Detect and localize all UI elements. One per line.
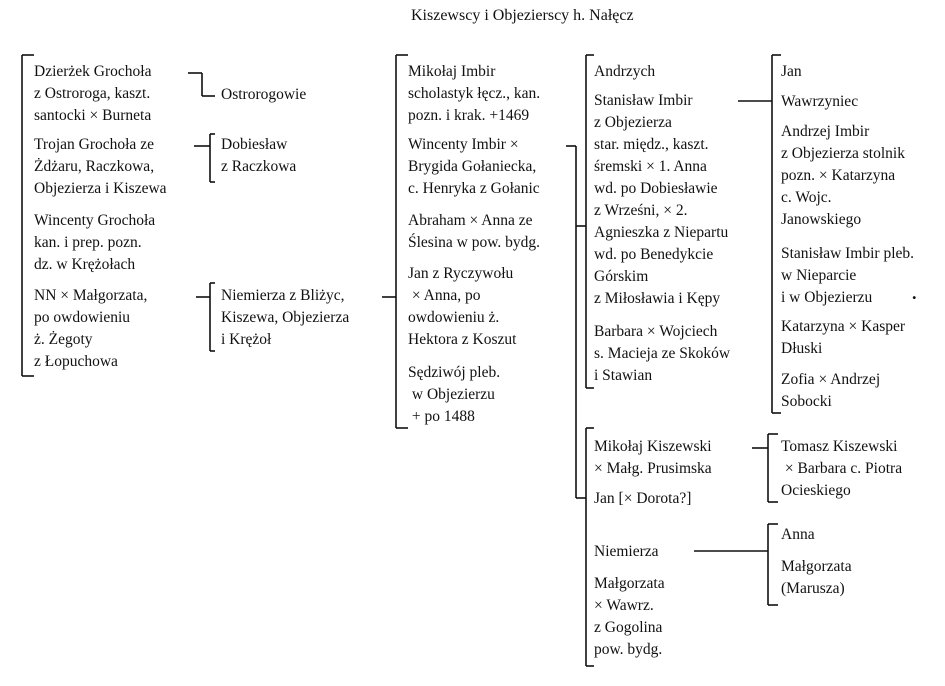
text-line: Jan (781, 63, 802, 80)
text-line: Dobiesław (221, 136, 288, 153)
person-wincenty-grochola (34, 210, 155, 276)
text-line: owdowieniu ż. (408, 309, 500, 326)
text-line: pow. bydg. (594, 641, 663, 658)
person-malgorzata-gogolin (594, 573, 665, 661)
person-stanislaw-imbir (594, 90, 728, 310)
person-tomasz-kiszewski (781, 436, 902, 502)
text-line: Abraham × Anna ze (408, 212, 533, 229)
person-andrzej-imbir (781, 121, 905, 231)
text-line: santocki × Burneta (34, 107, 152, 124)
text-line: × Anna, po (408, 287, 481, 304)
text-line: s. Macieja ze Skoków (594, 345, 731, 362)
text-line: Anna (781, 526, 815, 543)
text-line: z Miłosławia i Kępy (594, 290, 721, 307)
text-line: NN × Małgorzata, (34, 287, 148, 304)
text-line: w Objezierzu (408, 386, 495, 403)
text-line: Andrzej Imbir (781, 123, 870, 140)
text-line: Agnieszka z Niepartu (594, 224, 729, 241)
text-line: z Gogolina (594, 619, 663, 636)
text-line: × Wawrz. (594, 597, 654, 614)
text-line: i Stawian (594, 367, 653, 384)
text-line: pozn. i krak. +1469 (408, 107, 530, 124)
family-ostrorogowie (221, 84, 306, 106)
text-line: Tomasz Kiszewski (781, 438, 898, 455)
chart-title: Kiszewscy i Objezierscy h. Nałęcz (411, 7, 634, 24)
text-line: śremski × 1. Anna (594, 158, 707, 175)
person-trojan (34, 134, 167, 200)
text-line: z Objezierza stolnik (781, 145, 905, 162)
text-line: Kiszewa, Objezierza (221, 309, 350, 326)
text-line: Stanisław Imbir pleb. (781, 245, 915, 262)
person-jan-z-ryczywolu (408, 263, 516, 351)
text-line: Sędziwój pleb. (408, 364, 501, 381)
text-line: Niemierza (594, 543, 659, 560)
text-line: Wawrzyniec (781, 93, 859, 110)
text-line: i Krężoł (221, 331, 272, 348)
person-mikolaj-kiszewski (594, 436, 712, 480)
person-andrzych (594, 61, 655, 83)
text-line: z Ostroroga, kaszt. (34, 85, 151, 102)
text-line: z Łopuchowa (34, 353, 118, 370)
person-anna (781, 524, 815, 546)
person-mikolaj-imbir (408, 61, 540, 127)
text-line: dz. w Krężołach (34, 256, 136, 273)
text-line: Sobocki (781, 393, 832, 410)
text-line: Żdżaru, Raczkowa, (34, 158, 155, 175)
text-line: z Wrześni, × 2. (594, 202, 688, 219)
text-line: + po 1488 (408, 408, 475, 425)
text-line: Niemierza z Bliżyc, (221, 287, 345, 304)
text-line: Mikołaj Kiszewski (594, 438, 712, 455)
text-line: Ocieskiego (781, 482, 851, 499)
person-dobieslaw (221, 134, 296, 178)
person-barbara (594, 321, 730, 387)
text-line: Jan [× Dorota?] (594, 490, 692, 507)
text-line: Wincenty Imbir × (408, 136, 519, 153)
person-nn (34, 285, 147, 373)
text-line: Objezierza i Kiszewa (34, 180, 167, 197)
text-line: Wincenty Grochoła (34, 212, 156, 229)
text-line: c. Henryka z Gołanic (408, 180, 540, 197)
text-line: z Objezierza (594, 114, 672, 131)
text-line: Ostrorogowie (221, 86, 307, 103)
text-line: Jan z Ryczywołu (408, 265, 514, 282)
text-line: × Małg. Prusimska (594, 460, 712, 477)
person-jan (781, 61, 802, 83)
text-line: wd. po Benedykcie (594, 246, 714, 263)
text-line: Stanisław Imbir (594, 92, 693, 109)
person-niemierza (221, 285, 349, 351)
text-line: Janowskiego (781, 211, 862, 228)
text-line: wd. po Dobiesławie (594, 180, 718, 197)
person-katarzyna (781, 316, 905, 360)
person-jan-kiszewski (594, 488, 691, 510)
text-line: Hektora z Koszut (408, 331, 517, 348)
text-line: ż. Żegoty (34, 331, 93, 348)
text-line: Górskim (594, 268, 649, 285)
text-line: Andrzych (594, 63, 656, 80)
text-line: kan. i prep. pozn. (34, 234, 142, 251)
person-zofia (781, 369, 880, 413)
text-line: (Marusza) (781, 580, 845, 597)
text-line: i w Objezierzu (781, 289, 873, 306)
person-sedziwoj (408, 362, 500, 428)
text-line: Trojan Grochoła ze (34, 136, 154, 153)
person-wawrzyniec (781, 91, 858, 113)
person-malgorzata-marusza (781, 556, 852, 600)
text-line: w Nieparcie (781, 267, 857, 284)
text-line: Zofia × Andrzej (781, 371, 881, 388)
text-line: star. międz., kaszt. (594, 136, 709, 153)
text-line: pozn. × Katarzyna (781, 167, 896, 184)
text-line: Mikołaj Imbir (408, 63, 496, 80)
text-line: Ślesina w pow. bydg. (408, 234, 541, 251)
text-line: Małgorzata (594, 575, 665, 592)
text-line: scholastyk łęcz., kan. (408, 85, 541, 102)
person-niemierza-junior (594, 541, 659, 563)
person-abraham (408, 210, 540, 254)
text-line: c. Wojc. (781, 189, 832, 206)
text-line: Dłuski (781, 340, 823, 357)
stray-mark: . (912, 283, 917, 303)
person-stanislaw-pleban (781, 243, 914, 309)
person-dzierzek (34, 61, 151, 127)
text-line: Barbara × Wojciech (594, 323, 718, 340)
text-line: Brygida Gołaniecka, (408, 158, 537, 175)
text-line: Dzierżek Grochoła (34, 63, 152, 80)
text-line: Katarzyna × Kasper (781, 318, 906, 335)
text-line: × Barbara c. Piotra (781, 460, 903, 477)
person-wincenty-imbir (408, 134, 540, 200)
text-line: z Raczkowa (221, 158, 297, 175)
text-line: po owdowieniu (34, 309, 131, 326)
text-line: Małgorzata (781, 558, 852, 575)
